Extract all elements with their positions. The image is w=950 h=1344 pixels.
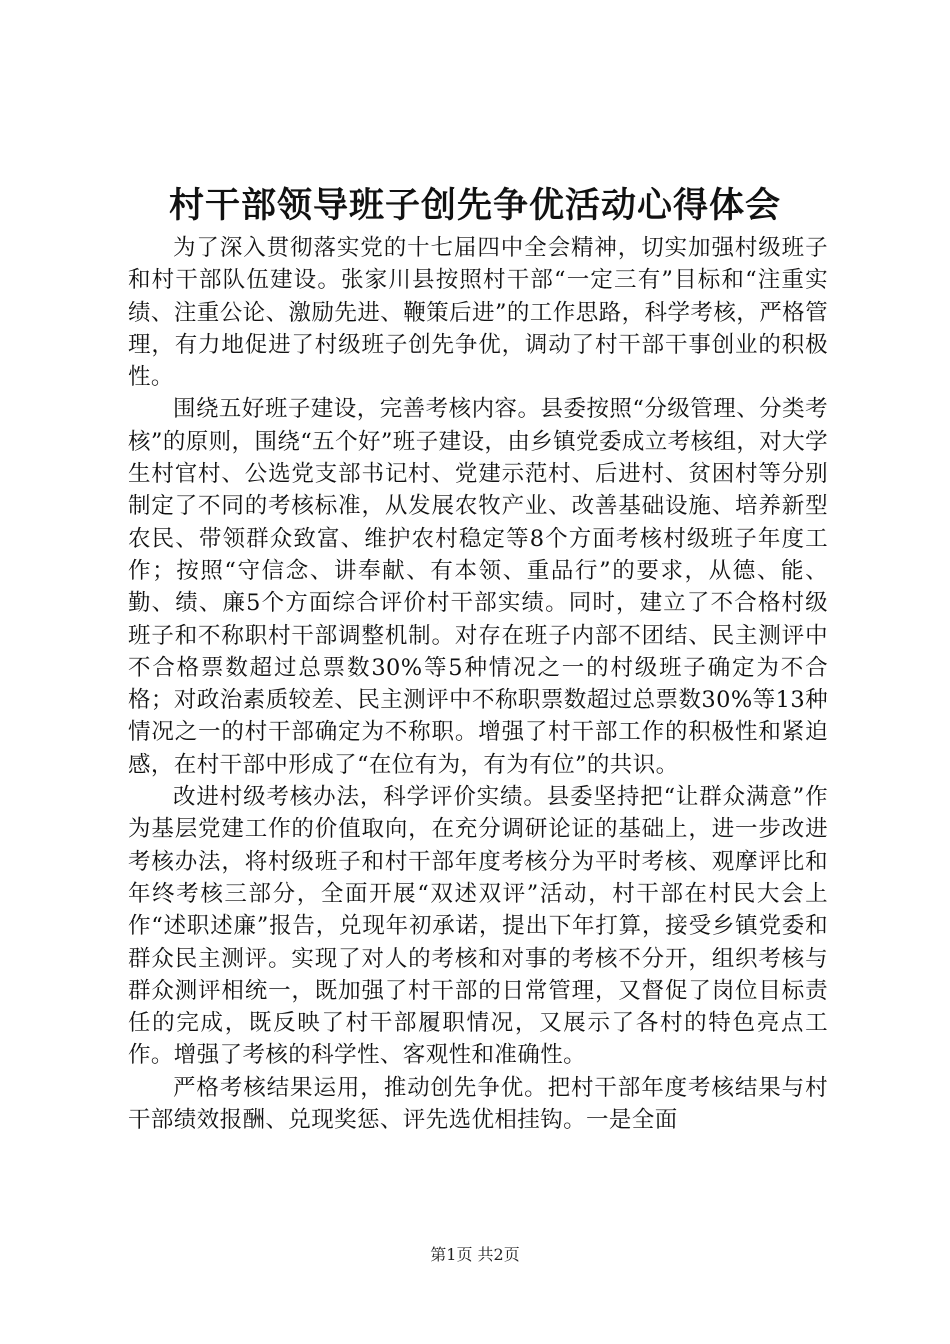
document-body xyxy=(128,232,828,1136)
paragraph-assessment-content: 围绕五好班子建设，完善考核内容。县委按照“分级管理、分类考核”的原则，围绕“五个好”班子建设，由乡镇党委成立考核组，对大学生村官村、公选党支部书记村、党建示范村、后进村、贫困村等分别制定了不同的考核标准，从发展农牧产业、改善基础设施、培养新型农民、带领群众致富、维护农村稳定等8个方面考核村级班子年度工作；按照“守信念、讲奉献、有本领、重品行”的要求，从德、能、勤、绩、廉5个方面综合评价村干部实绩。同时，建立了不合格村级班子和不称职村干部调整机制。对存在班子内部不团结、民主测评中不合格票数超过总票数30%等5种情况之一的村级班子确定为不合格；对政治素质较差、民主测评中不称职票数超过总票数30%等13种情况之一的村干部确定为不称职。增强了村干部工作的积极性和紧迫感，在村干部中形成了“在位有为，有为有位”的共识。 xyxy=(128,396,828,778)
paragraph-intro: 为了深入贯彻落实党的十七届四中全会精神，切实加强村级班子和村干部队伍建设。张家川县按照村干部“一定三有”目标和“注重实绩、注重公论、激励先进、鞭策后进”的工作思路，科学考核，严格管理，有力地促进了村级班子创先争优，调动了村干部干事创业的积极性。 xyxy=(128,235,828,391)
document-title: 村干部领导班子创先争优活动心得体会 xyxy=(168,185,781,226)
page-footer: 第1页 共2页 xyxy=(430,1245,520,1264)
paragraph-result-usage: 严格考核结果运用，推动创先争优。把村干部年度考核结果与村干部绩效报酬、兑现奖惩、评先选优相挂钩。一是全面 xyxy=(128,1074,828,1134)
paragraph-assessment-method: 改进村级考核办法，科学评价实绩。县委坚持把“让群众满意”作为基层党建工作的价值取向，在充分调研论证的基础上，进一步改进考核办法，将村级班子和村干部年度考核分为平时考核、观摩评比和年终考核三部分，全面开展“双述双评”活动，村干部在村民大会上作“述职述廉”报告，兑现年初承诺，提出下年打算，接受乡镇党委和群众民主测评。实现了对人的考核和对事的考核不分开，组织考核与群众测评相统一，既加强了村干部的日常管理，又督促了岗位目标责任的完成，既反映了村干部履职情况，又展示了各村的特色亮点工作。增强了考核的科学性、客观性和准确性。 xyxy=(128,784,828,1069)
